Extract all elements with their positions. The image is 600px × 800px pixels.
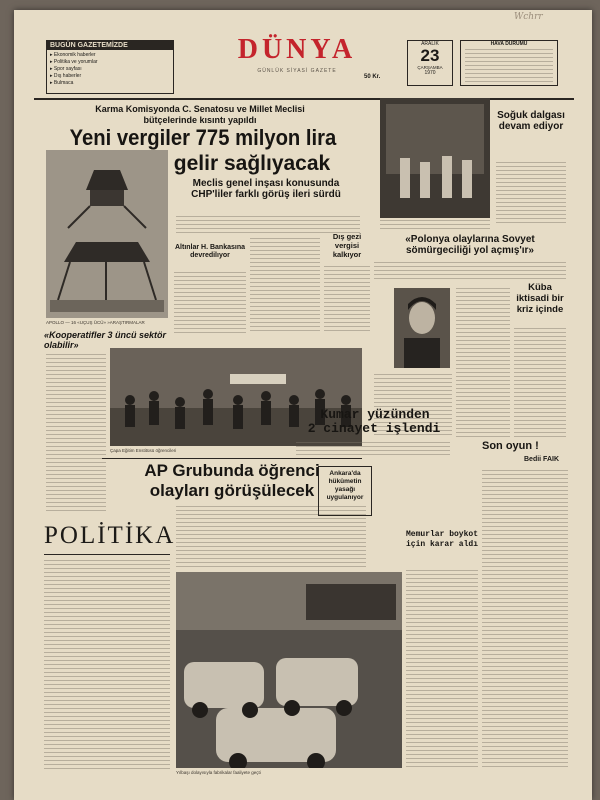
kuba-headline: Küba iktisadi bir kriz içinde xyxy=(516,282,564,315)
main-headline-2: gelir sağlıyacak xyxy=(173,152,331,175)
cars-caption: Yılbaşı dolayısıyla fabrikalar faaliyete geçti xyxy=(176,770,261,775)
main-subhead: Meclis genel inşası konusunda CHP'liler farklı görüş ileri sürdü xyxy=(191,178,341,200)
column-author: Bedii FAIK xyxy=(524,456,560,463)
altinlar-text xyxy=(174,272,246,334)
today-box-item: ▸ Spor sayfası xyxy=(50,66,82,72)
masthead-subtitle: GÜNLÜK SİYASİ GAZETE xyxy=(257,68,337,74)
main-kicker: Karma Komisyonda C. Senatosu ve Millet Meclisi bütçelerinde kısıntı yapıldı xyxy=(95,104,305,125)
cars-photo xyxy=(176,572,402,768)
lunar-module-illustration xyxy=(46,150,168,318)
column-text xyxy=(482,470,568,770)
today-box-title: BUGÜN GAZETEMİZDE xyxy=(47,41,173,50)
stage-illustration xyxy=(380,98,490,218)
date-box xyxy=(407,40,453,86)
portrait-photo xyxy=(394,288,450,368)
ap-rule xyxy=(102,458,362,459)
portrait-illustration xyxy=(394,288,450,368)
apollo-caption: APOLLO — 16 «UÇUŞ ÜCÜ» »ARAŞTIRMALAR xyxy=(46,320,145,325)
kuba-text xyxy=(514,328,566,438)
weather-box xyxy=(460,40,558,86)
ap-headline-2: olayları görüşülecek xyxy=(149,481,315,500)
polonya-text xyxy=(374,262,566,280)
soguk-headline: Soğuk dalgası devam ediyor xyxy=(497,110,565,132)
apollo-photo xyxy=(46,150,168,318)
weather-text xyxy=(465,49,553,83)
middle-column-text xyxy=(250,238,320,334)
politika-title: POLİTİKA xyxy=(44,522,176,549)
memurlar-headline: Memurlar boykot için karar aldı xyxy=(406,530,479,549)
politika-rule xyxy=(44,554,170,555)
today-box xyxy=(46,40,174,94)
masthead-rule xyxy=(34,98,574,100)
cooperative-headline: «Kooperatifler 3 üncü sektör olabilir» xyxy=(44,330,167,350)
altinlar-headline: Altınlar H. Bankasına devredilıyor xyxy=(174,244,246,259)
handwritten-note: Wchrr xyxy=(514,12,543,22)
masthead-logo: DÜNYA xyxy=(237,34,357,65)
ankara-box xyxy=(318,466,372,516)
students-caption: Çapa Eğitim Enstitüsü öğrencileri xyxy=(110,448,177,453)
today-box-item: ▸ Dış haberler xyxy=(50,73,82,79)
price: 50 Kr. xyxy=(364,74,381,80)
main-headline-1: Yeni vergiler 775 milyon lira xyxy=(69,125,337,150)
memurlar-text xyxy=(406,570,478,770)
stage-photo xyxy=(380,98,490,218)
date-weekday: ÇARŞAMBA xyxy=(417,65,443,70)
stage-caption xyxy=(380,220,490,230)
today-box-item: ▸ Ekonomik haberler xyxy=(50,52,96,58)
cars-illustration xyxy=(176,572,402,768)
today-box-list xyxy=(47,50,173,89)
ap-headline-1: AP Grubunda öğrenci xyxy=(144,461,320,480)
dis-gezi-text xyxy=(324,266,370,334)
column-title: Son oyun ! xyxy=(482,440,539,452)
today-box-item: ▸ Bulmaca xyxy=(50,80,74,86)
polonya-headline: «Polonya olaylarına Sovyet sömürgeciliği yol açmış'ır» xyxy=(405,234,535,256)
kumar-headline-2: 2 cinayet işlendi xyxy=(307,421,441,436)
soguk-text xyxy=(496,162,566,226)
date-day: 23 xyxy=(420,46,440,65)
ankara-box-text: Ankara'da hükûmetin yasağı uygulanıyor xyxy=(326,470,364,501)
newspaper-page xyxy=(14,10,592,800)
polonya-right-text xyxy=(456,288,510,438)
weather-label: HAVA DURUMU xyxy=(490,41,528,47)
politika-text xyxy=(44,560,170,772)
dis-gezi-headline: Dış gezi vergisi kalkıyor xyxy=(332,232,362,259)
today-box-item: ▸ Politika ve yorumlar xyxy=(50,59,98,65)
kumar-text xyxy=(296,442,450,458)
date-month: ARALIK xyxy=(421,41,439,47)
cooperative-text xyxy=(46,354,106,512)
kumar-headline-1: Kumar yüzünden xyxy=(320,407,430,422)
date-year: 1970 xyxy=(424,70,436,76)
